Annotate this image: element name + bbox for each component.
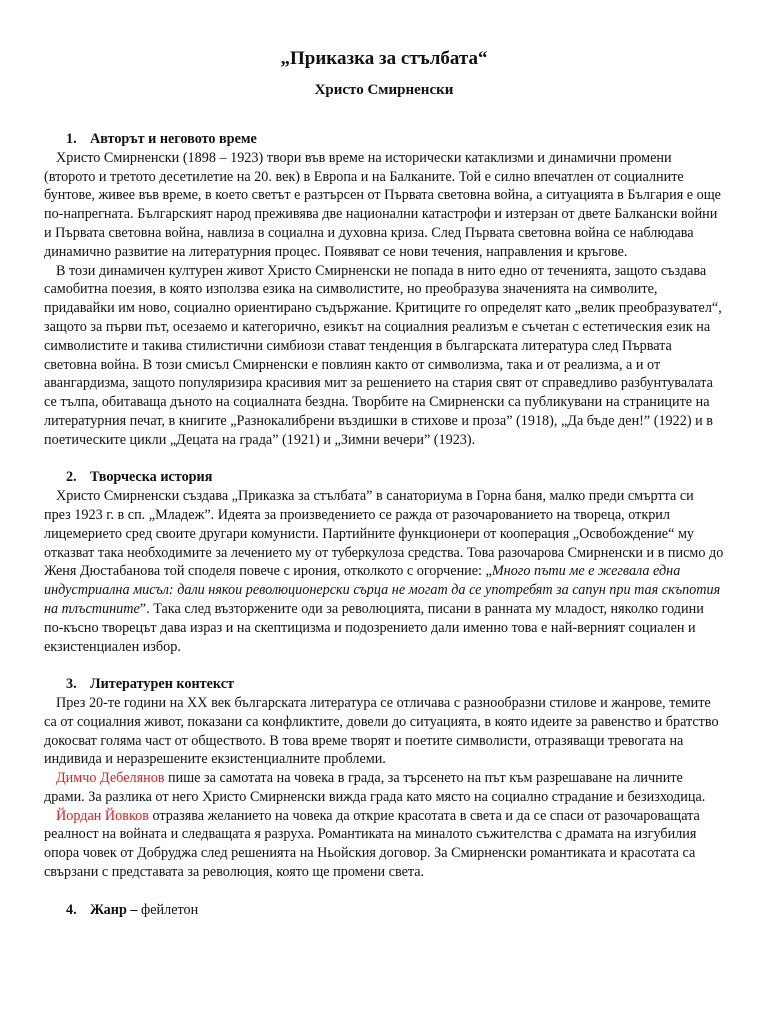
section-heading (44, 468, 724, 487)
paragraph: През 20-те години на ХХ век българската литература се отличава с разнообразни стилове и жанрове, темите са от социалния живот, показани са конфликтите, довели до ситуацията, в която идеите за равенство и братство докосват голяма част от обществото. В това време творят и поетите символисти, отразяващи тревогата на индивида и неразрешените екзистенциалните проблеми. (44, 694, 719, 768)
section-title: Литературен контекст (90, 676, 235, 693)
author-name-highlight: Димчо Дебелянов (56, 770, 165, 787)
genre-value: фейлетон (141, 901, 199, 918)
section-title: Творческа история (90, 469, 213, 486)
paragraph-text: Христо Смирненски създава „Приказка за стълбата” в санаториума в Горна баня, малко преди смъртта си през 1923 г. в сп. „Младеж”. Идеята за произведението се ражда от разочарованието на твореца, открил лицемерието сред своите другари комунисти. Партийните функционери от кооперация „Освобождение“ му отказват така необходимите за лечението му от туберкулоза средства. Това разочарова Смирненски и в писмо до Женя Дюстабанова той споделя повече с ирония, отколкото с огорчение: „ (44, 488, 724, 580)
author-name-highlight: Йордан Йовков (56, 807, 149, 824)
paragraph: В този динамичен културен живот Христо Смирненски не попада в нито едно от теченията, защото създава самобитна поезия, в която използва езика на символистите, но преобразува значенията на символите, придавайки им ново, социално ориентирано съдържание. Критиците го определят като „велик преобразувател“, защото за първи път, осезаемо и категорично, езикът на социалния реализъм е съчетан с естетическия език на символистите и такива стилистични симбиози стават тенденция в българската литература след Първата световна война. В този смисъл Смирненски е повлиян както от символизма, така и от реализма, а и от авангардизма, защото популяризира красивия мит за решението на стария свят от справедливо разбунтувалата се тълпа, обитаваща дъното на социалната бездна. Творбите на Смирненски са публикувани на страниците на литературния печат, в книгите „Разнокалибрени въздишки в стихове и проза” (1918), „Да бъде ден!” (1922) и в поетическите цикли „Децата на града” (1921) и „Зимни вечери” (1923). (44, 262, 722, 448)
paragraph (44, 487, 724, 656)
section-title: Авторът и неговото време (90, 131, 257, 147)
section-title: Жанр – (90, 901, 142, 918)
paragraph (44, 769, 724, 807)
section-number: 4. (66, 901, 77, 918)
paragraph-text: отразява желанието на човека да открие красотата в света и да се спаси от разочароващата реалност на войната и следващата я разруха. Романтиката на миналото съжителства с драмата на изгубилия опора човек от Добруджа след решенията на Ньойския договор. За Смирненски романтиката и красотата са свързани с представата за революция, която ще промени света. (44, 807, 700, 881)
paragraph: Христо Смирненски (1898 – 1923) твори във време на исторически катаклизми и динамични промени (второто и третото десетилетие на 20. век) в Европа и на Балканите. Той е силно впечатлен от социалните бунтове, живее във време, в което светът е разтърсен от Първата световна война, а ситуацията в България е още по-напрегната. Българският народ преживява две национални катастрофи и изтерзан от двете Балкански войни и Първата световна война, навлиза в социална и духовна криза. След Първата световна война се наблюдава динамично развитие на литературния процес. Появяват се нови течения, направления и кръгове. (44, 149, 721, 260)
section-heading (44, 675, 724, 694)
paragraph (44, 807, 724, 882)
document-title: „Приказка за стълбата“ (280, 48, 488, 69)
paragraph-text: пише за самотата на човека в града, за търсенето на път към разрешаване на личните драми. За разлика от него Христо Смирненски вижда града като място на социално страдание и безизходица. (44, 770, 706, 805)
section-number: 3. (66, 676, 77, 693)
section-number: 1. (66, 131, 77, 147)
section-number: 2. (66, 469, 77, 486)
section-heading (44, 130, 724, 149)
document-author: Христо Смирненски (314, 82, 454, 98)
document-body (44, 130, 724, 919)
paragraph-text: ”. Така след възторжените оди за революцията, писани в ранната му младост, няколко години по-късно творецът дава израз и на скептицизма и подозрението дали именно това е най-верният социален и екзистенциален избор. (44, 600, 704, 655)
section-heading (44, 901, 724, 920)
italic-quote: Много пъти ме е жегвала една индустриална мисъл: дали някои революционерски сърца не могат да се употребят за сапун при тая скъпотия на тлъстините (44, 563, 721, 617)
